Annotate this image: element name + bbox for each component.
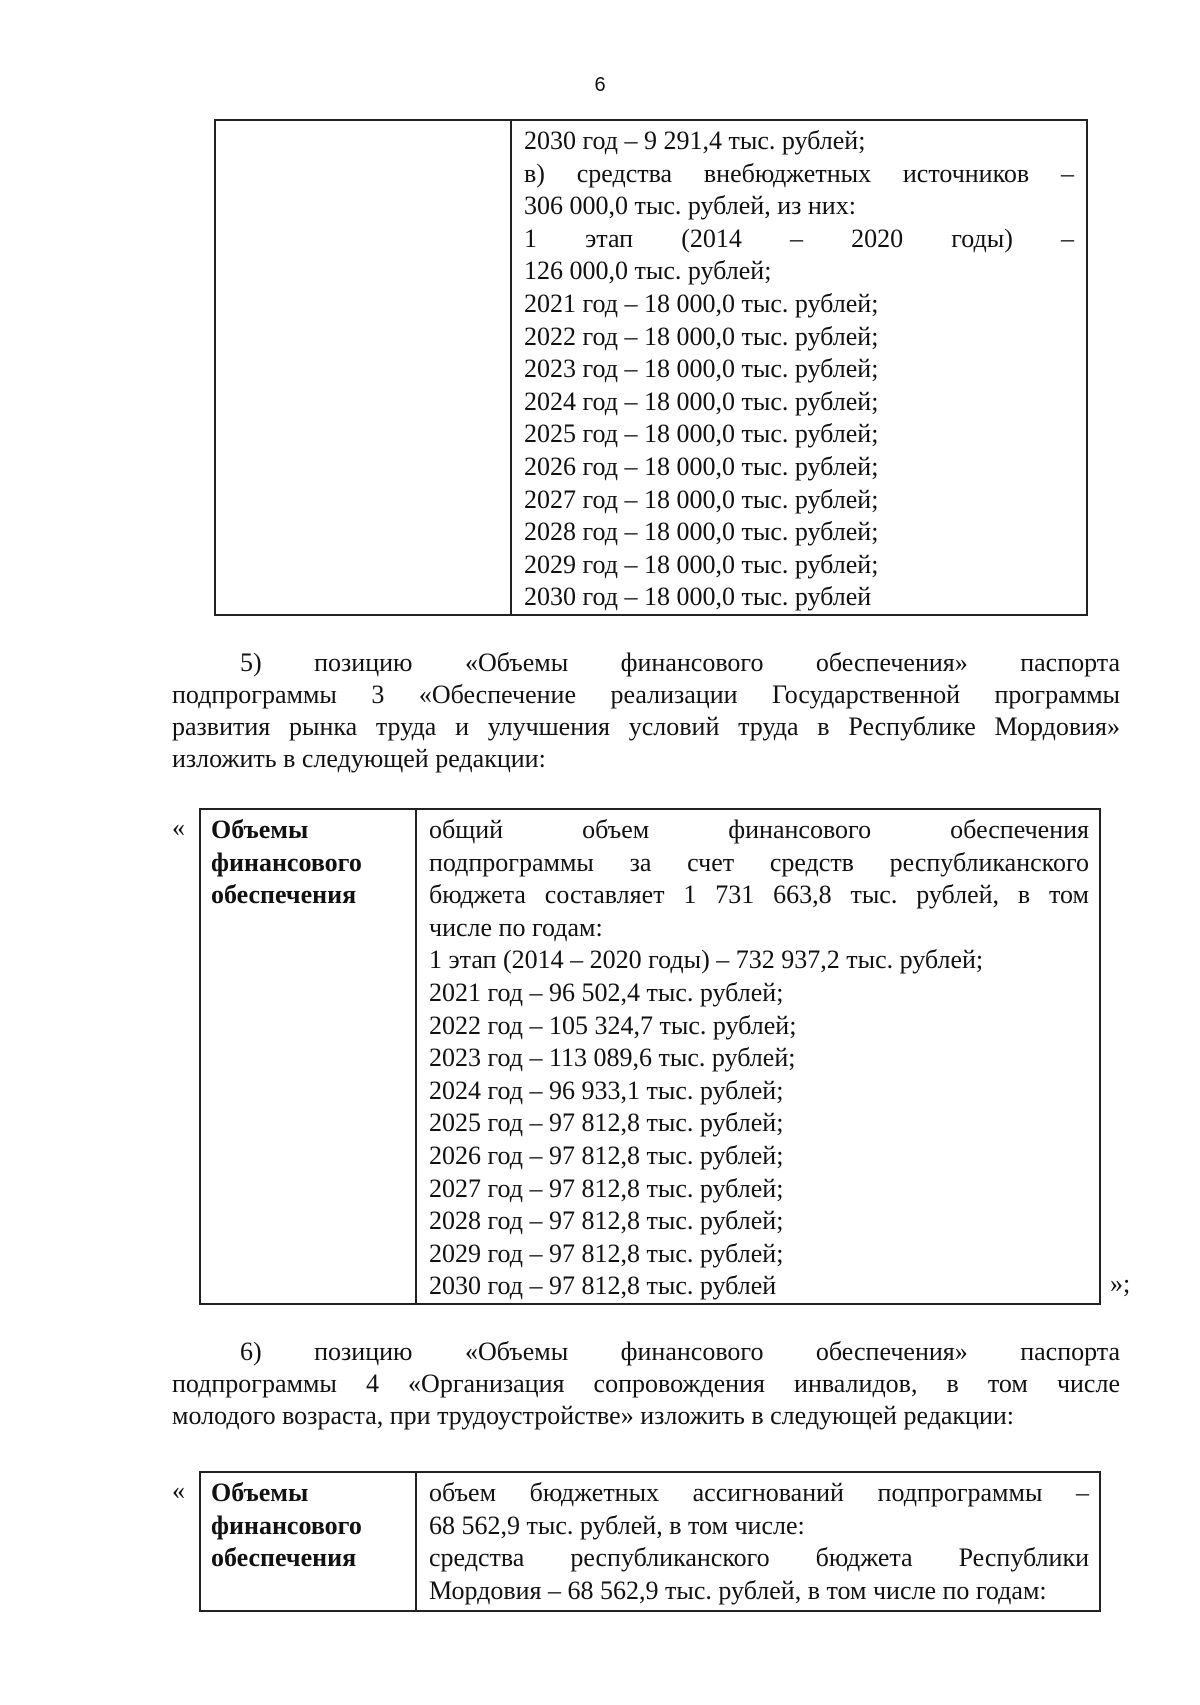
subprogram-4-funding-table (199, 1471, 1101, 1612)
funding-line: 2028 год – 97 812,8 тыс. рублей; (429, 1206, 784, 1236)
funding-lines (429, 1477, 1089, 1607)
funding-line: числе по годам: (429, 912, 603, 942)
funding-line: бюджета составляет 1 731 663,8 тыс. рублей, в том (429, 880, 1089, 910)
label-line: финансового (211, 847, 362, 877)
paragraph-line: 6) позицию «Объемы финансового обеспечения» паспорта (240, 1337, 1120, 1366)
table-label-cell-empty (215, 120, 511, 615)
funding-line: объем бюджетных ассигнований подпрограммы – (429, 1478, 1089, 1507)
paragraph-line: развития рынка труда и улучшения условий труда в Республике Мордовия» (172, 712, 1120, 741)
label-line: Объемы (211, 1478, 309, 1507)
table-label-cell (200, 809, 416, 1304)
funding-line: 1 этап (2014 – 2020 годы) – 732 937,2 тыс. рублей; (429, 945, 984, 975)
funding-line: 2030 год – 18 000,0 тыс. рублей (524, 582, 872, 612)
subprogram-3-funding-table (199, 808, 1101, 1305)
label-line: Объемы (211, 815, 309, 844)
funding-line: 2021 год – 96 502,4 тыс. рублей; (429, 977, 784, 1007)
funding-line: 68 562,9 тыс. рублей, в том числе: (429, 1510, 805, 1540)
funding-line: 2025 год – 97 812,8 тыс. рублей; (429, 1108, 784, 1138)
open-quote: « (172, 1476, 185, 1505)
funding-lines (524, 125, 1074, 614)
funding-line: 126 000,0 тыс. рублей; (524, 256, 772, 286)
funding-line: 2030 год – 9 291,4 тыс. рублей; (524, 126, 866, 155)
funding-line: 2026 год – 18 000,0 тыс. рублей; (524, 451, 879, 481)
funding-line: 2028 год – 18 000,0 тыс. рублей; (524, 517, 879, 547)
funding-line: 2024 год – 18 000,0 тыс. рублей; (524, 386, 879, 416)
paragraph-line: изложить в следующей редакции: (172, 744, 546, 773)
table-value-cell (511, 120, 1087, 615)
funding-line: средства республиканского бюджета Республики (429, 1543, 1089, 1573)
paragraph-line: молодого возраста, при трудоустройстве» изложить в следующей редакции: (172, 1401, 1015, 1430)
funding-line: 2021 год – 18 000,0 тыс. рублей; (524, 288, 879, 318)
paragraph-line: подпрограммы 3 «Обеспечение реализации Государственной программы (172, 680, 1120, 709)
funding-line: общий объем финансового обеспечения (429, 815, 1089, 844)
funding-line: 2025 год – 18 000,0 тыс. рублей; (524, 419, 879, 449)
funding-line: в) средства внебюджетных источников – (524, 158, 1074, 188)
funding-line: 1 этап (2014 – 2020 годы) – (524, 223, 1074, 253)
funding-line: 2029 год – 97 812,8 тыс. рублей; (429, 1238, 784, 1268)
paragraph-line: 5) позицию «Объемы финансового обеспечения» паспорта (240, 648, 1120, 677)
funding-line: Мордовия – 68 562,9 тыс. рублей, в том числе по годам: (429, 1575, 1047, 1605)
label-line: обеспечения (211, 1543, 357, 1573)
paragraph-6 (172, 1336, 1120, 1432)
funding-line: 2030 год – 97 812,8 тыс. рублей (429, 1271, 777, 1301)
funding-line: 2027 год – 18 000,0 тыс. рублей; (524, 484, 879, 514)
funding-line: 2023 год – 113 089,6 тыс. рублей; (429, 1043, 796, 1073)
funding-line: 2029 год – 18 000,0 тыс. рублей; (524, 549, 879, 579)
funding-line: 306 000,0 тыс. рублей, из них: (524, 191, 856, 221)
funding-line: 2023 год – 18 000,0 тыс. рублей; (524, 354, 879, 384)
funding-line: 2027 год – 97 812,8 тыс. рублей; (429, 1173, 784, 1203)
funding-line: 2022 год – 105 324,7 тыс. рублей; (429, 1010, 797, 1040)
page-number: 6 (594, 74, 606, 96)
funding-line: 2024 год – 96 933,1 тыс. рублей; (429, 1075, 784, 1105)
table-value-cell (416, 1472, 1100, 1611)
funding-line: подпрограммы за счет средств республиканского (429, 847, 1089, 877)
label-line: финансового (211, 1510, 362, 1540)
funding-line: 2026 год – 97 812,8 тыс. рублей; (429, 1140, 784, 1170)
open-quote: « (172, 813, 185, 842)
paragraph-5 (172, 647, 1120, 775)
paragraph-line: подпрограммы 4 «Организация сопровождения инвалидов, в том числе (172, 1369, 1120, 1398)
funding-line: 2022 год – 18 000,0 тыс. рублей; (524, 321, 879, 351)
table-label-cell (200, 1472, 416, 1611)
funding-table-continuation (214, 119, 1088, 616)
label-line: обеспечения (211, 880, 357, 910)
close-quote: »; (1110, 1269, 1131, 1298)
funding-lines (429, 814, 1089, 1303)
table-value-cell (416, 809, 1100, 1304)
